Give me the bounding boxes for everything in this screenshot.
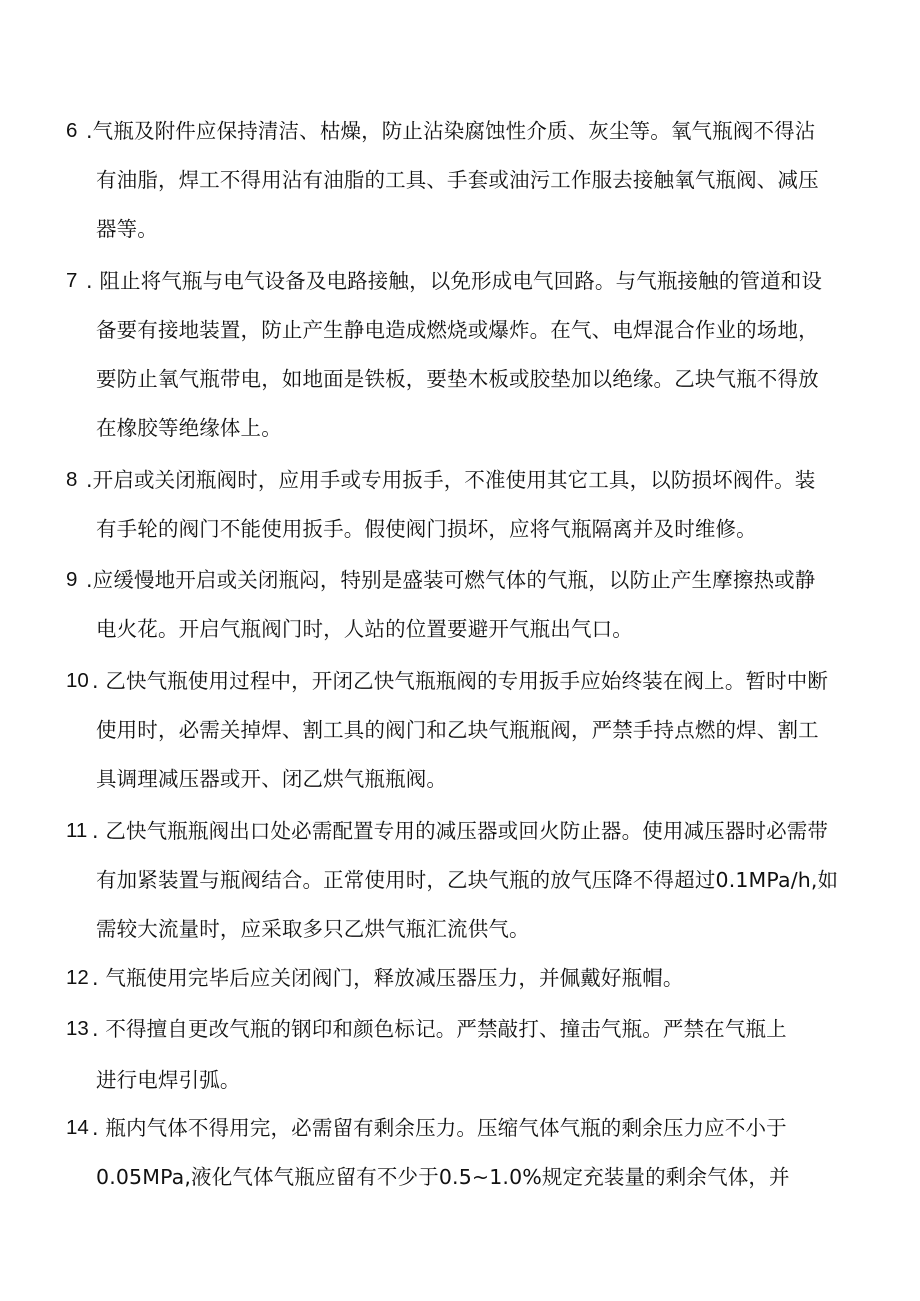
item-text-line: 有手轮的阀门不能使用扳手。假使阀门损坏，应将气瓶隔离并及时维修。	[96, 517, 757, 541]
item-text-line: .开启或关闭瓶阀时，应用手或专用扳手，不准使用其它工具，以防损坏阀件。装	[86, 468, 816, 492]
item-text-line: . 阻止将气瓶与电气设备及电路接触，以免形成电气回路。与气瓶接触的管道和设	[86, 269, 823, 293]
item-text-line: 有油脂，焊工不得用沾有油脂的工具、手套或油污工作服去接触氧气瓶阀、减压	[96, 168, 819, 192]
item-number: 8	[66, 468, 78, 491]
item-number: 11	[66, 819, 88, 842]
item-number: 6	[66, 119, 78, 142]
item-text-line: 备要有接地装置，防止产生静电造成燃烧或爆炸。在气、电焊混合作业的场地，	[96, 318, 819, 342]
item-text-line: 需较大流量时，应采取多只乙烘气瓶汇流供气。	[96, 917, 530, 941]
item-text-line: . 气瓶使用完毕后应关闭阀门，释放减压器压力，并佩戴好瓶帽。	[92, 966, 684, 990]
item-text-line: 要防止氧气瓶带电，如地面是铁板，要垫木板或胶垫加以绝缘。乙块气瓶不得放	[96, 367, 819, 391]
item-text-line: . 乙快气瓶使用过程中，开闭乙快气瓶瓶阀的专用扳手应始终装在阀上。暂时中断	[92, 669, 829, 693]
item-text-line: . 瓶内气体不得用完，必需留有剩余压力。压缩气体气瓶的剩余压力应不小于	[92, 1116, 787, 1140]
item-text-line: 具调理减压器或开、闭乙烘气瓶瓶阀。	[96, 767, 448, 791]
item-text-line: .气瓶及附件应保持清洁、枯燥，防止沾染腐蚀性介质、灰尘等。氧气瓶阀不得沾	[86, 119, 816, 143]
item-number: 12	[66, 966, 89, 989]
item-text-line: 使用时，必需关掉焊、割工具的阀门和乙块气瓶瓶阀，严禁手持点燃的焊、割工	[96, 718, 819, 742]
item-text-line: . 乙快气瓶瓶阀出口处必需配置专用的减压器或回火防止器。使用减压器时必需带	[92, 819, 829, 843]
item-text-line: .应缓慢地开启或关闭瓶闷，特别是盛装可燃气体的气瓶，以防止产生摩擦热或静	[86, 568, 816, 592]
item-text-line: 0.05MPa,液化气体气瓶应留有不少于0.5~1.0%规定充装量的剩余气体，并	[96, 1165, 790, 1189]
item-number: 10	[66, 669, 89, 692]
item-text-line: 在橡胶等绝缘体上。	[96, 416, 282, 440]
item-number: 7	[66, 269, 78, 292]
item-text-line: 有加紧装置与瓶阀结合。正常使用时，乙块气瓶的放气压降不得超过0.1MPa∕h,如	[96, 868, 839, 892]
item-text-line: 进行电焊引弧。	[96, 1068, 241, 1092]
item-text-line: . 不得擅自更改气瓶的钢印和颜色标记。严禁敲打、撞击气瓶。严禁在气瓶上	[92, 1017, 787, 1041]
item-text-line: 器等。	[96, 217, 158, 241]
item-number: 13	[66, 1017, 89, 1040]
item-text-line: 电火花。开启气瓶阀门时，人站的位置要避开气瓶出气口。	[96, 617, 633, 641]
item-number: 14	[66, 1116, 89, 1139]
item-number: 9	[66, 568, 78, 591]
